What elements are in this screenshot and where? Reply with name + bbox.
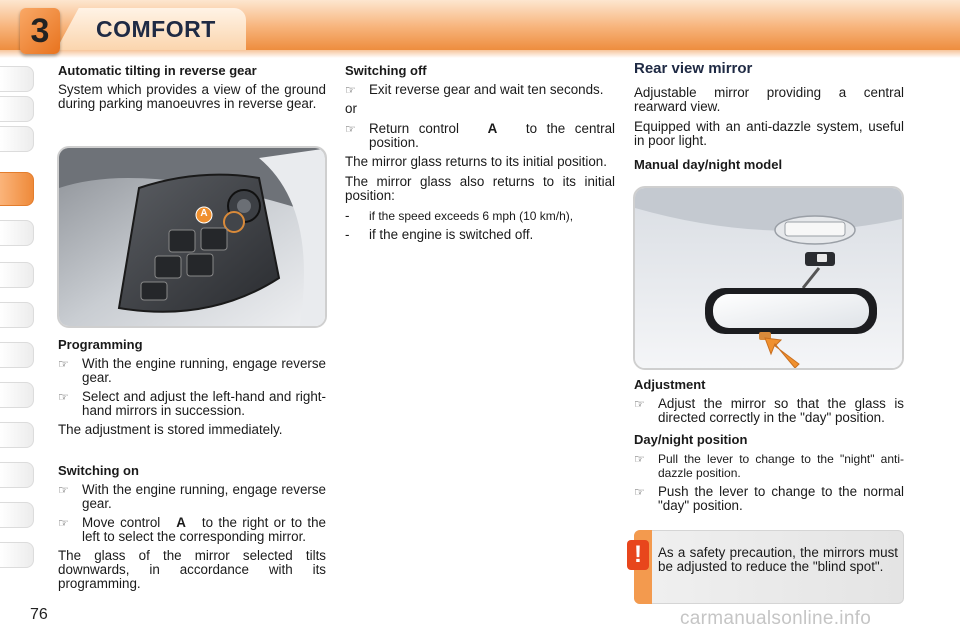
- auto-tilt-intro: System which provides a view of the ground during parking manoeuvres in reverse gear.: [58, 82, 326, 111]
- hand-pointer-icon: ☞: [58, 516, 69, 530]
- door-switch-photo: [57, 146, 327, 328]
- left-column-top: [58, 64, 326, 117]
- side-tab-13[interactable]: [0, 542, 34, 568]
- rear-mirror-intro-2: Equipped with an anti-dazzle system, useful in poor light.: [634, 119, 904, 148]
- switching-off-title: Switching off: [345, 63, 427, 78]
- switching-off-item: ☞ Return control A to the central position.: [345, 121, 615, 150]
- programming-title: Programming: [58, 337, 143, 352]
- side-tab-7[interactable]: [0, 302, 34, 328]
- page-title: COMFORT: [96, 16, 216, 42]
- switching-on-note: The glass of the mirror selected tilts downwards, in accordance with its programming.: [58, 548, 326, 591]
- programming-item: ☞ With the engine running, engage reverse gear.: [58, 356, 326, 385]
- photo-callout-a: A: [200, 208, 208, 219]
- side-tab-5[interactable]: [0, 220, 34, 246]
- middle-column: [345, 64, 615, 247]
- warning-text: As a safety precaution, the mirrors must be adjusted to reduce the "blind spot".: [658, 545, 898, 574]
- dash-item: - if the speed exceeds 6 mph (10 km/h),: [345, 208, 574, 223]
- manual-model-title: Manual day/night model: [634, 157, 783, 172]
- hand-pointer-icon: ☞: [58, 390, 69, 404]
- header-fade: [0, 50, 960, 58]
- adjustment-item: ☞ Adjust the mirror so that the glass is directed correctly in the "day" position.: [634, 396, 904, 425]
- control-a-label: A: [176, 515, 186, 530]
- hand-pointer-icon: ☞: [58, 357, 69, 371]
- hand-pointer-icon: ☞: [634, 485, 645, 499]
- chapter-badge: 3: [20, 8, 60, 54]
- day-night-item: ☞ Pull the lever to change to the "night" anti-dazzle position.: [634, 452, 904, 480]
- watermark: carmanualsonline.info: [680, 608, 872, 629]
- side-tab-12[interactable]: [0, 502, 34, 528]
- hand-pointer-icon: ☞: [58, 483, 69, 497]
- hand-pointer-icon: ☞: [345, 83, 356, 97]
- section-title-auto-tilt: Automatic tilting in reverse gear: [58, 63, 257, 78]
- side-tab-10[interactable]: [0, 422, 34, 448]
- hand-pointer-icon: ☞: [634, 452, 645, 466]
- right-column-top: [634, 62, 904, 177]
- adjustment-title: Adjustment: [634, 377, 706, 392]
- hand-pointer-icon: ☞: [345, 122, 356, 136]
- switching-off-item: ☞ Exit reverse gear and wait ten seconds.: [345, 82, 604, 97]
- side-tab-2[interactable]: [0, 96, 34, 122]
- switching-on-item: ☞ With the engine running, engage reverse gear.: [58, 482, 326, 511]
- control-a-label: A: [487, 121, 498, 136]
- side-tab-11[interactable]: [0, 462, 34, 488]
- warning-exclamation-icon: !: [627, 540, 649, 570]
- return-note-1: The mirror glass returns to its initial position.: [345, 154, 607, 169]
- side-tab-1[interactable]: [0, 66, 34, 92]
- return-note-2: The mirror glass also returns to its initial position:: [345, 174, 615, 203]
- side-tab-6[interactable]: [0, 262, 34, 288]
- or-text: or: [345, 101, 357, 116]
- side-tab-3[interactable]: [0, 126, 34, 152]
- side-tab-4-active[interactable]: [0, 172, 34, 206]
- programming-section: [58, 338, 326, 443]
- side-tab-9[interactable]: [0, 382, 34, 408]
- side-tab-8[interactable]: [0, 342, 34, 368]
- dash-item: - if the engine is switched off.: [345, 227, 534, 242]
- rear-mirror-photo: [633, 186, 904, 370]
- rear-view-mirror-title: Rear view mirror: [634, 60, 753, 77]
- programming-note: The adjustment is stored immediately.: [58, 422, 283, 437]
- hand-pointer-icon: ☞: [634, 397, 645, 411]
- day-night-title: Day/night position: [634, 432, 748, 447]
- rear-mirror-intro-1: Adjustable mirror providing a central rearward view.: [634, 85, 904, 114]
- switching-on-title: Switching on: [58, 463, 139, 478]
- page-number: 76: [30, 606, 48, 623]
- programming-item: ☞ Select and adjust the left-hand and right-hand mirrors in succession.: [58, 389, 326, 418]
- switching-on-item: ☞ Move control A to the right or to the left to select the corresponding mirror.: [58, 515, 326, 544]
- adjustment-section: [634, 378, 904, 518]
- day-night-item: ☞ Push the lever to change to the normal "day" position.: [634, 484, 904, 513]
- switching-on-section: [58, 464, 326, 597]
